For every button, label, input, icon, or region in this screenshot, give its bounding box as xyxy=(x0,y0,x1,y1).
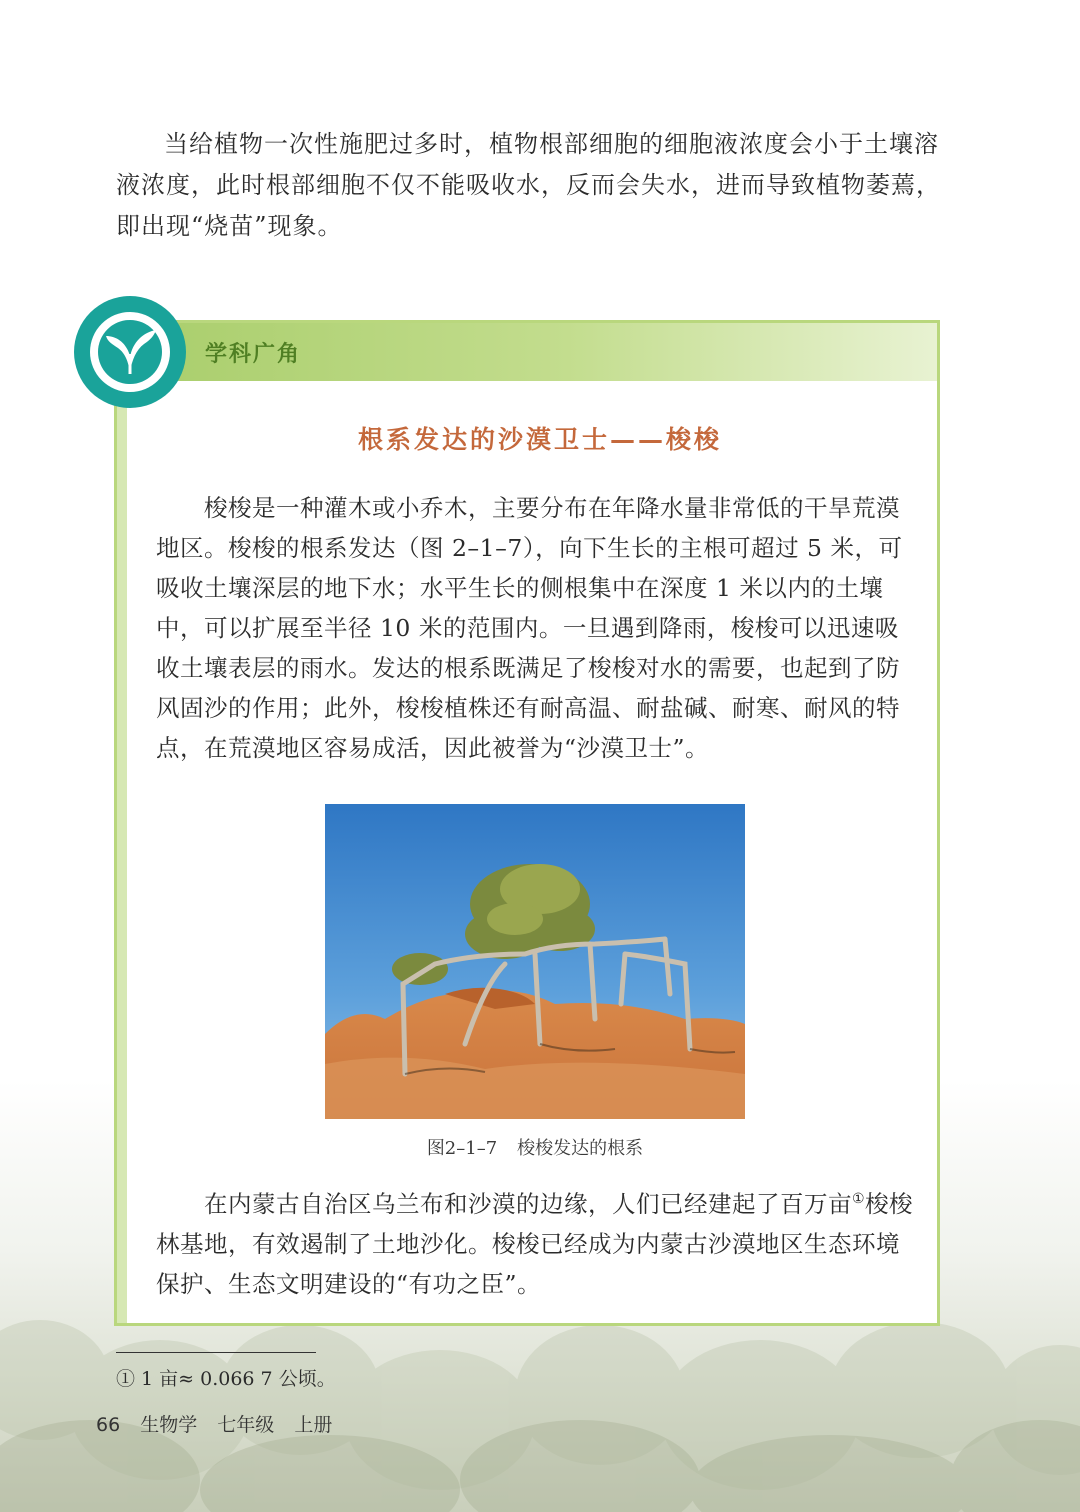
sidebar-title: 根系发达的沙漠卫士——梭梭 xyxy=(357,425,722,454)
sidebar-label: 学科广角 xyxy=(205,342,302,367)
intro-paragraph: 当给植物一次性施肥过多时，植物根部细胞的细胞液浓度会小于土壤溶液浓度，此时根部细胞不仅不能吸收水，反而会失水，进而导致植物萎蔫，即出现“烧苗”现象。 xyxy=(116,130,941,240)
figure-caption xyxy=(325,1134,745,1160)
paragraph-2-text-a: 在内蒙古自治区乌兰布和沙漠的边缘，人们已经建起了百万亩 xyxy=(204,1190,852,1218)
page-footer xyxy=(96,1410,346,1437)
saxaul-root-photo xyxy=(325,804,745,1119)
sidebar-left-bar xyxy=(117,381,127,1323)
footnote-reference: ① xyxy=(852,1191,866,1207)
paragraph-2-text-b: 梭梭林基地，有效遏制了土地沙化。梭梭已经成为内蒙古沙漠地区生态环境保护、生态文明建设的“有功之臣”。 xyxy=(156,1190,914,1298)
sidebar-paragraph-1: 梭梭是一种灌木或小乔木，主要分布在年降水量非常低的干旱荒漠地区。梭梭的根系发达（图 2–1–7），向下生长的主根可超过 5 米，可吸收土壤深层的地下水；水平生长的侧根集中在深度 1 米以内的土壤中，可以扩展至半径 10 米的范围内。一旦遇到降雨，梭梭可以迅速吸收土壤表层的雨水。发达的根系既满足了梭梭对水的需要，也起到了防风固沙的作用；此外，梭梭植株还有耐高温、耐盐碱、耐寒、耐风的特点，在荒漠地区容易成活，因此被誉为“沙漠卫士”。 xyxy=(156,494,903,762)
figure-caption-text: 梭梭发达的根系 xyxy=(517,1138,644,1159)
footnote: ① 1 亩≈ 0.066 7 公顷。 xyxy=(116,1368,336,1390)
sidebar-paragraph-2 xyxy=(156,1184,918,1304)
footer-subject: 生物学 xyxy=(140,1414,198,1436)
sidebar-header-band xyxy=(117,323,937,381)
page-number: 66 xyxy=(96,1414,121,1436)
footnote-divider xyxy=(116,1352,316,1353)
footer-grade: 七年级 xyxy=(217,1414,275,1436)
footer-volume: 上册 xyxy=(294,1414,333,1436)
figure-number: 图2–1–7 xyxy=(426,1138,498,1159)
leaf-sprout-icon xyxy=(70,292,190,412)
